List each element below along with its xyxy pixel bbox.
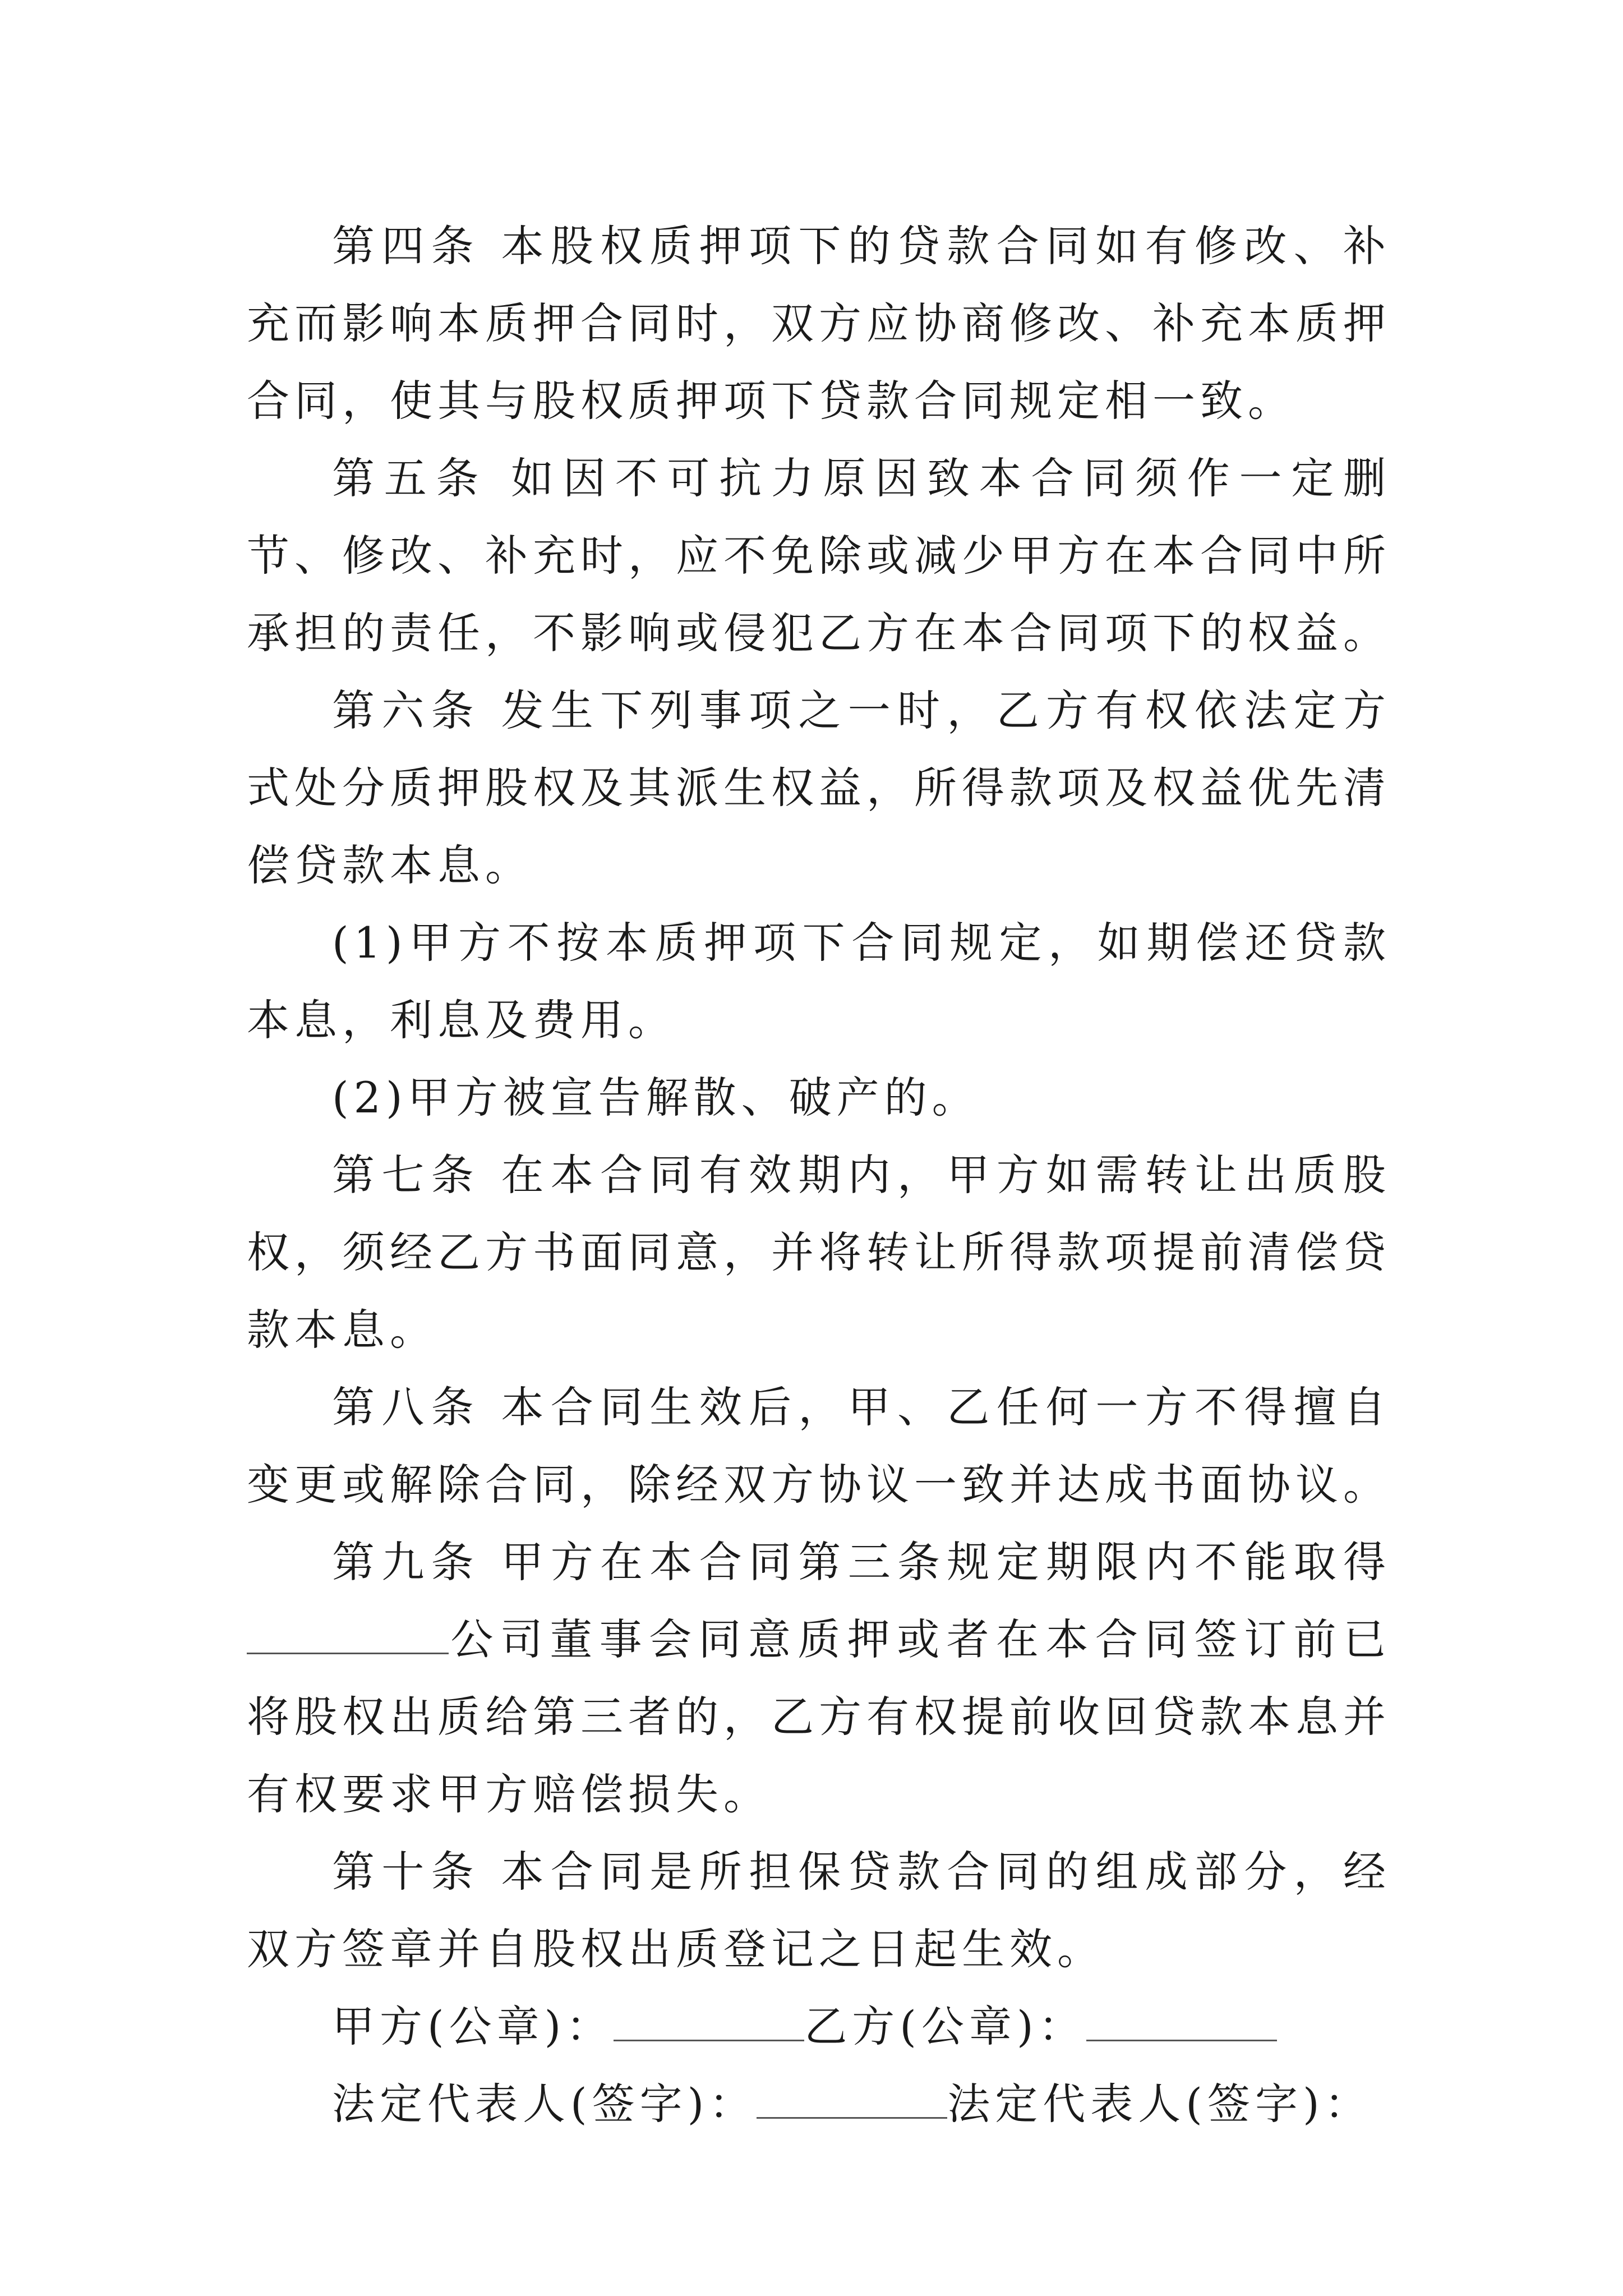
article-9 <box>247 1524 1391 1833</box>
article-9-part-1: 第九条 甲方在本合同第三条规定期限内不能取得 <box>332 1537 1391 1587</box>
contract-body <box>247 208 1391 2143</box>
rep-a-signature-blank[interactable] <box>757 2072 947 2119</box>
article-7: 第七条 在本合同有效期内，甲方如需转让出质股权，须经乙方书面同意，并将转让所得款项提前清偿贷款本息。 <box>247 1150 1391 1355</box>
rep-b-label: 法定代表人(签字)： <box>947 2079 1372 2129</box>
article-10: 第十条 本合同是所担保贷款合同的组成部分，经双方签章并自股权出质登记之日起生效。 <box>247 1847 1391 1974</box>
article-5: 第五条 如因不可抗力原因致本合同须作一定删节、修改、补充时，应不免除或减少甲方在本合同中所承担的责任，不影响或侵犯乙方在本合同项下的权益。 <box>247 453 1391 658</box>
article-6: 第六条 发生下列事项之一时，乙方有权依法定方式处分质押股权及其派生权益，所得款项及权益优先清偿贷款本息。 <box>247 685 1391 890</box>
seal-line <box>247 1988 1391 2065</box>
party-b-seal-blank[interactable] <box>1086 1995 1277 2041</box>
article-6-item-2: (2)甲方被宣告解散、破产的。 <box>332 1073 980 1122</box>
rep-a-label: 法定代表人(签字)： <box>332 2079 757 2129</box>
article-4: 第四条 本股权质押项下的贷款合同如有修改、补充而影响本质押合同时，双方应协商修改、补充本质押合同，使其与股权质押项下贷款合同规定相一致。 <box>247 221 1391 426</box>
article-8: 第八条 本合同生效后，甲、乙任何一方不得擅自变更或解除合同，除经双方协议一致并达成书面协议。 <box>247 1382 1391 1510</box>
article-6-item-1: (1)甲方不按本质押项下合同规定，如期偿还贷款本息，利息及费用。 <box>247 918 1391 1045</box>
party-b-seal-label: 乙方(公章)： <box>804 2001 1086 2051</box>
representative-line <box>247 2065 1391 2143</box>
article-9-part-2: 公司董事会同意质押或者在本合同签订前已将股权出质给第三者的，乙方有权提前收回贷款本息并有权要求甲方赔偿损失。 <box>247 1614 1391 1819</box>
party-a-seal-blank[interactable] <box>614 1995 804 2041</box>
party-a-seal-label: 甲方(公章)： <box>332 2001 614 2051</box>
company-name-blank[interactable] <box>247 1608 449 1654</box>
